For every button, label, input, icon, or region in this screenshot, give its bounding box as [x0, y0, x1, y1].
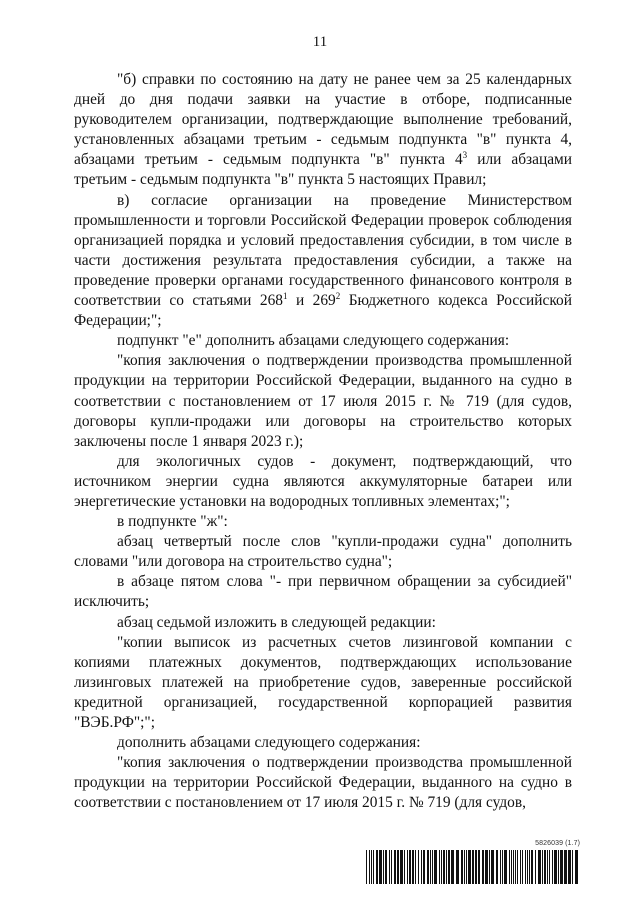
paragraph-5: для экологичных судов - документ, подтверждающий, что источником энергии судна являются аккумуляторные батареи или энергетические установки на водородных топливных элементах;";	[74, 452, 572, 510]
paragraph-9: абзац седьмой изложить в следующей редакции:	[117, 613, 436, 631]
document-body	[74, 70, 572, 813]
paragraph-3: подпункт "е" дополнить абзацами следующего содержания:	[117, 332, 510, 350]
page-number: 11	[312, 34, 328, 50]
paragraph-11: дополнить абзацами следующего содержания:	[117, 734, 421, 752]
paragraph-12: "копия заключения о подтверждении производства промышленной продукции на территории Российской Федерации, выданного на судно в соответствии с постановлением от 17 июля 2015 г. № 719 (для судов,	[74, 754, 572, 812]
paragraph-7: абзац четвертый после слов "купли-продажи судна" дополнить словами "или договора на строительство судна";	[74, 533, 572, 571]
paragraph-2: в) согласие организации на проведение Министерством промышленности и торговли Российской Федерации проверок соблюдения организацией порядка и условий предоставления субсидии, в том числе в части достижения результата предоставления субсидии, а также на проведение проверки органами государственного финансового контроля в соответствии со статьями $268^1$ и $269^2$ Бюджетного кодекса Российской Федерации;";	[74, 191, 572, 330]
paragraph-4: "копия заключения о подтверждении производства промышленной продукции на территории Российской Федерации, выданного на судно в соответствии с постановлением от 17 июля 2015 г. № 719 (для судов, договоры купли-продажи или договоры на строительство которых заключены после 1 января 2023 г.);	[74, 352, 572, 450]
paragraph-10: "копии выписок из расчетных счетов лизинговой компании с копиями платежных документов, подтверждающих использование лизинговых платежей на приобретение судов, заверенные российской кредитной организацией, государственной корпорацией развития "ВЭБ.РФ";";	[74, 633, 572, 731]
paragraph-6: в подпункте "ж":	[117, 513, 228, 531]
paragraph-1: "б) справки по состоянию на дату не ранее чем за 25 календарных дней до дня подачи заявки на участие в отборе, подписанные руководителем организации, подтверждающие выполнение требований, установленных абзацами третьим - седьмым подпункта "в" пункта 4, абзацами третьим - седьмым подпункта "в" пункта $4^3$ или абзацами третьим - седьмым подпункта "в" пункта 5 настоящих Правил;	[74, 71, 573, 189]
barcode-icon	[366, 850, 580, 884]
paragraph-8: в абзаце пятом слова "- при первичном обращении за субсидией" исключить;	[74, 573, 572, 611]
barcode-code: 5826039 (1.7)	[535, 840, 580, 847]
barcode	[366, 840, 580, 886]
